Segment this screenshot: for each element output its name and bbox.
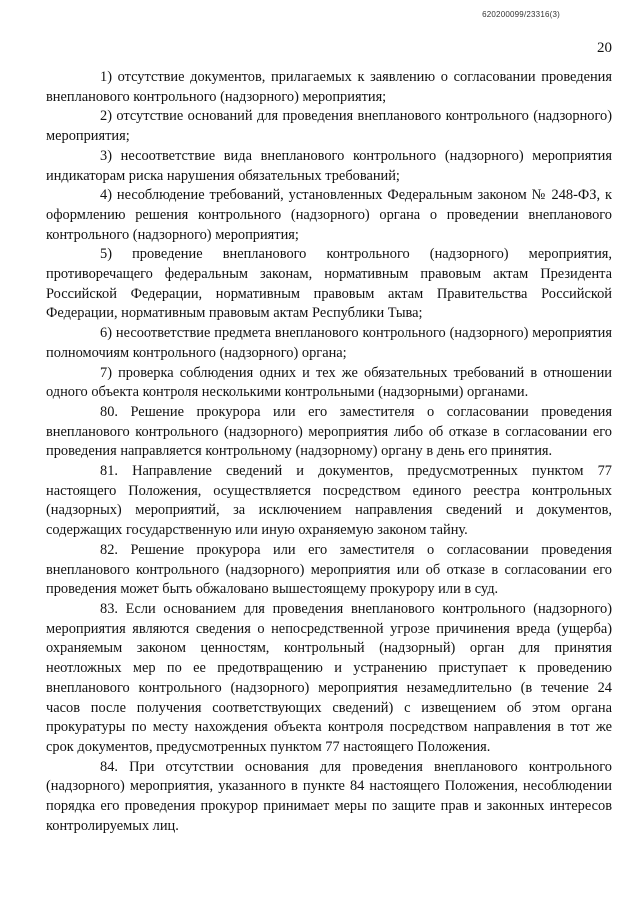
clause-81: 81. Направление сведений и документов, предусмотренных пунктом 77 настоящего Положения, осуществляется посредством единого реестра контрольных (надзорных) мероприятий, за исключением направления сведений и документов, содержащих государственную или иную охраняемую законом тайну. — [46, 463, 612, 539]
list-item-6: 6) несоответствие предмета внепланового контрольного (надзорного) мероприятия полномочиям контрольного (надзорного) органа; — [46, 325, 612, 361]
document-registration-code: 620200099/23316(3) — [482, 10, 560, 19]
page-number: 20 — [597, 40, 612, 56]
list-item-4: 4) несоблюдение требований, установленных Федеральным законом № 248-ФЗ, к оформлению решения контрольного (надзорного) органа о проведении внепланового контрольного (надзорного) мероприятия; — [46, 187, 612, 243]
clause-82: 82. Решение прокурора или его заместителя о согласовании проведения внепланового контрольного (надзорного) мероприятия или об отказе в согласовании его проведения может быть обжаловано вышестоящему прокурору или в суд. — [46, 541, 612, 598]
clause-83: 83. Если основанием для проведения внепланового контрольного (надзорного) мероприятия являются сведения о непосредственной угрозе причинения вреда (ущерба) охраняемым законом ценностям, контрольный (надзорный) орган для принятия неотложных мер по ее предотвращению и устранению приступает к проведению внепланового контрольного (надзорного) мероприятия незамедлительно (в течение 24 часов после получения соответствующих сведений) с извещением об этом органа прокуратуры по месту нахождения объекта контроля посредством направления в тот же срок документов, предусмотренных пунктом 77 настоящего Положения. — [46, 600, 612, 755]
clause-84: 84. При отсутствии основания для проведения внепланового контрольного (надзорного) мероприятия, указанного в пункте 84 настоящего Положения, несоблюдении порядка его проведения прокурор принимает меры по защите прав и законных интересов контролируемых лиц. — [46, 758, 612, 834]
list-item-5: 5) проведение внепланового контрольного (надзорного) мероприятия, противоречащего федеральным законам, нормативным правовым актам Президента Российской Федерации, нормативным правовым актам Правительства Российской Федерации, нормативным правовым актам Республики Тыва; — [46, 246, 612, 322]
list-item-7: 7) проверка соблюдения одних и тех же обязательных требований в отношении одного объекта контроля несколькими контрольными (надзорными) органами. — [46, 364, 612, 401]
list-item-3: 3) несоответствие вида внепланового контрольного (надзорного) мероприятия индикаторам риска нарушения обязательных требований; — [46, 147, 612, 184]
list-item-2: 2) отсутствие оснований для проведения внепланового контрольного (надзорного) мероприятия; — [46, 108, 612, 145]
clause-80: 80. Решение прокурора или его заместителя о согласовании проведения внепланового контрольного (надзорного) мероприятия либо об отказе в согласовании его проведения направляется контрольному (надзорному) органу в день его принятия. — [46, 403, 612, 460]
list-item-1: 1) отсутствие документов, прилагаемых к заявлению о согласовании проведения внепланового контрольного (надзорного) мероприятия; — [46, 69, 612, 105]
document-body — [46, 68, 612, 836]
